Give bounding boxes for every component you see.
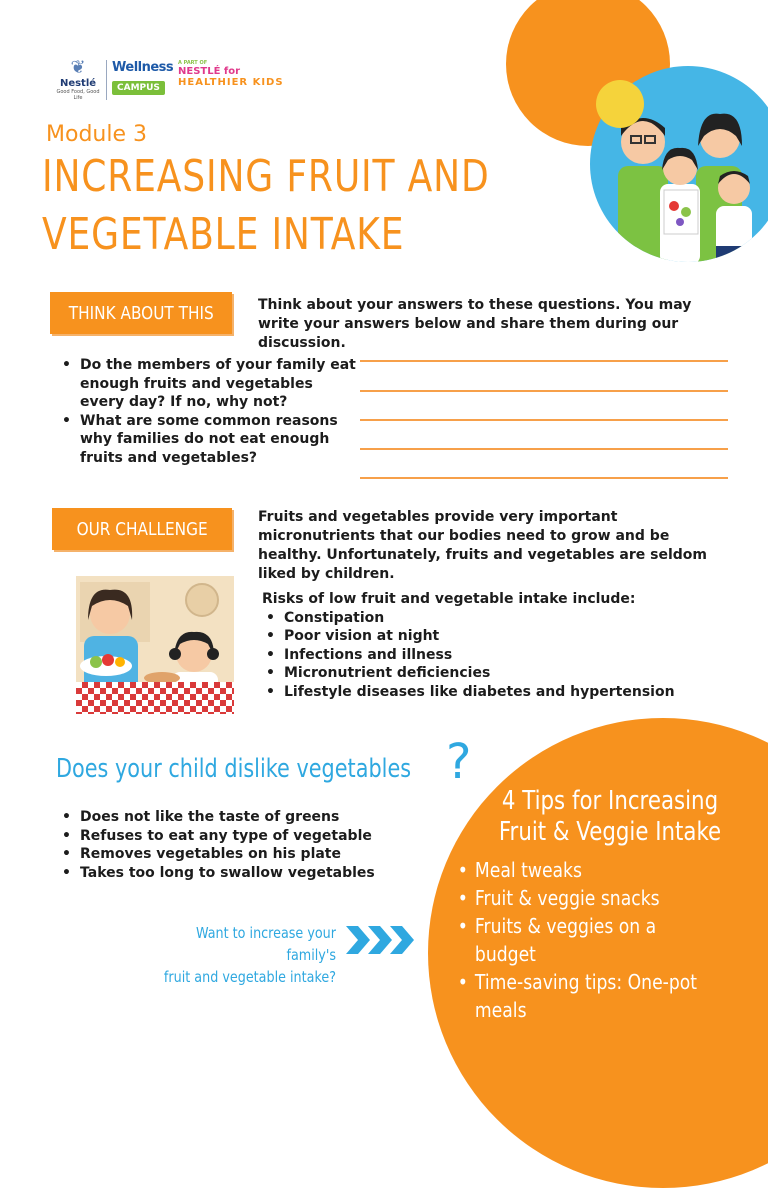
list-item: • Do the members of your family eat enough fruits and vegetables every day? If no, why not? — [58, 356, 358, 412]
list-item: • Constipation — [262, 609, 732, 628]
think-intro: Think about your answers to these questions. You may write your answers below and share them during our discussion. — [258, 297, 692, 351]
healthier-kids-text: HEALTHIER KIDS — [178, 77, 284, 88]
page-title-line1: INCREASING FRUIT AND — [42, 151, 490, 202]
list-item: • Meal tweaks — [456, 856, 714, 884]
nestle-logo — [56, 58, 100, 104]
tips-title — [495, 786, 725, 848]
list-item: • Lifestyle diseases like diabetes and hypertension — [262, 683, 732, 702]
nestle-for-text: NESTLÉ for — [178, 66, 241, 77]
list-item: • What are some common reasons why families do not eat enough fruits and vegetables? — [58, 412, 358, 468]
dislike-question-heading: Does your child dislike vegetables — [56, 754, 412, 784]
wellness-logo-text: Wellness — [112, 60, 174, 75]
list-item: • Does not like the taste of greens — [58, 808, 438, 827]
list-item: • Time-saving tips: One-pot meals — [456, 968, 714, 1024]
list-item: • Removes vegetables on his plate — [58, 845, 438, 864]
call-to-action-text — [152, 922, 336, 988]
logo-bar — [54, 52, 292, 110]
risks-section — [262, 590, 732, 702]
chevron-right-icon[interactable] — [344, 924, 418, 956]
answer-line[interactable] — [360, 390, 728, 392]
our-challenge-banner — [52, 508, 232, 550]
tips-title-line2: Fruit & Veggie Intake — [498, 817, 722, 847]
nestle-logo-text: Nestlé — [59, 78, 97, 89]
decorative-yellow-circle — [596, 80, 644, 128]
page-title — [42, 148, 550, 264]
list-item: • Takes too long to swallow vegetables — [58, 864, 438, 883]
list-item: • Infections and illness — [262, 646, 732, 665]
list-item: • Micronutrient deficiencies — [262, 664, 732, 683]
list-item: • Fruits & veggies on a budget — [456, 912, 714, 968]
list-item: • Refuses to eat any type of vegetable — [58, 827, 438, 846]
question-list — [58, 356, 358, 468]
campus-logo-text: CAMPUS — [112, 81, 165, 95]
nestle-tagline: Good Food, Good Life — [56, 89, 100, 101]
page-title-line2: VEGETABLE INTAKE — [42, 209, 405, 260]
healthier-kids-logo — [178, 60, 288, 88]
think-banner-label: THINK ABOUT THIS — [68, 302, 214, 324]
cta-line2: fruit and vegetable intake? — [163, 968, 336, 986]
cta-line1: Want to increase your family's — [195, 924, 336, 964]
nest-icon: ❦ — [70, 57, 86, 78]
tablecloth — [76, 682, 234, 714]
answer-line[interactable] — [360, 360, 728, 362]
list-item: • Poor vision at night — [262, 627, 732, 646]
answer-line[interactable] — [360, 448, 728, 450]
tips-list — [456, 856, 756, 1024]
answer-line[interactable] — [360, 477, 728, 479]
answer-line[interactable] — [360, 419, 728, 421]
tips-title-line1: 4 Tips for Increasing — [501, 786, 719, 816]
list-item: • Fruit & veggie snacks — [456, 884, 714, 912]
risks-heading: Risks of low fruit and vegetable intake include: — [262, 591, 636, 607]
challenge-intro: Fruits and vegetables provide very important micronutrients that our bodies need to grow and be healthy. Unfortunately, fruits and vegetables are seldom liked by children. — [258, 509, 707, 582]
module-label: Module 3 — [46, 122, 147, 147]
dislike-list — [58, 808, 438, 882]
wellness-campus-logo — [112, 60, 174, 95]
part-of-text: A PART OF — [178, 60, 208, 66]
children-eating-illustration — [76, 576, 234, 714]
question-mark-icon: ? — [446, 734, 472, 790]
challenge-banner-label: OUR CHALLENGE — [76, 518, 208, 540]
think-about-this-banner — [50, 292, 232, 334]
logo-divider — [106, 60, 107, 100]
